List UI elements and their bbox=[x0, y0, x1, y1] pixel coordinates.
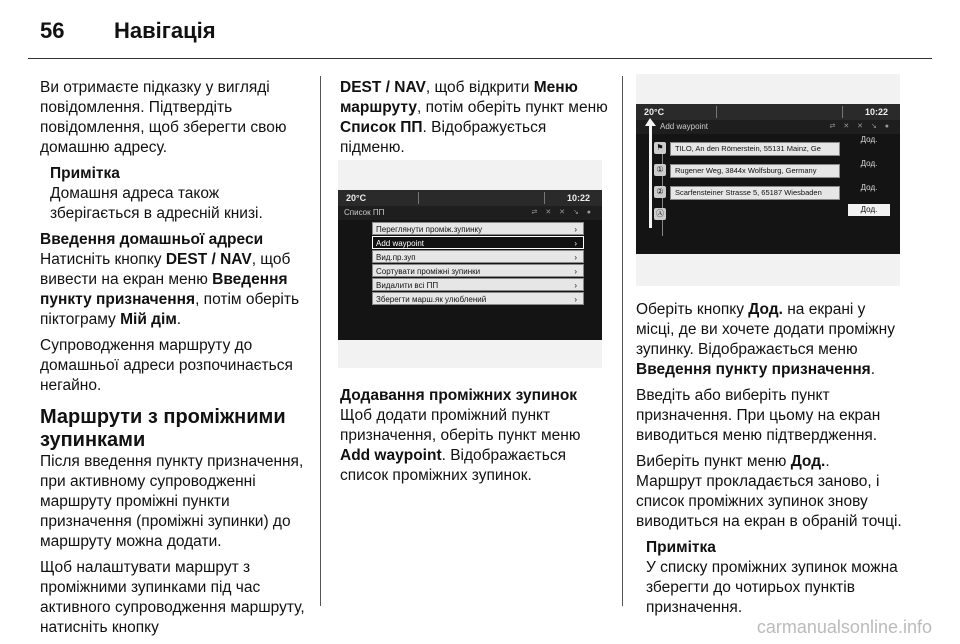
menu-item[interactable]: Сортувати проміжні зупинки › bbox=[372, 264, 584, 277]
paragraph: Введіть або виберіть пункт призначення. При цьому на екран виводиться меню підтвердження. bbox=[636, 387, 881, 444]
section-heading: Маршрути з проміжними зупинками bbox=[40, 406, 286, 451]
paragraph: Щоб додати проміжний пункт призначення, оберіть пункт меню Add waypoint. Відображається список проміжних зупинок. bbox=[340, 407, 581, 484]
waypoint-2-icon: ② bbox=[654, 186, 666, 198]
note-text: Домашня адреса також зберігається в адресній книзі. bbox=[50, 185, 263, 222]
chevron-right-icon: › bbox=[574, 225, 577, 234]
paragraph: Оберіть кнопку Дод. на екрані у місці, де ви хочете додати проміжну зупинку. Відображається меню Введення пункту призначення. bbox=[636, 301, 895, 378]
temperature: 20°C bbox=[346, 193, 367, 203]
paragraph: Маршрут прокладається заново, і список проміжних зупинок знову виводиться на екран в обраній точці. bbox=[636, 473, 902, 530]
page-title: Навігація bbox=[114, 18, 216, 43]
column-divider-1 bbox=[320, 76, 321, 606]
note-title: Примітка bbox=[50, 165, 120, 182]
column-2 bbox=[340, 78, 610, 164]
waypoint-address[interactable]: Scarfensteiner Strasse 5, 65187 Wiesbaden bbox=[670, 186, 840, 200]
paragraph: Виберіть пункт меню Дод.. bbox=[636, 453, 830, 470]
section-heading: Додавання проміжних зупинок bbox=[340, 387, 578, 404]
paragraph: Після введення пункту призначення, при активному супроводженні маршруту проміжні пункти призначення (проміжні зупинки) до маршруту можна додати. bbox=[40, 453, 304, 550]
add-button[interactable]: Дод. bbox=[860, 183, 878, 192]
page-number: 56 bbox=[40, 18, 65, 43]
menu-item[interactable]: Переглянути проміж.зупинку › bbox=[372, 222, 584, 235]
section-heading: Введення домашньої адреси bbox=[40, 231, 264, 248]
column-2-lower bbox=[340, 386, 610, 492]
screen-title: Список ПП bbox=[344, 208, 385, 217]
clock: 10:22 bbox=[566, 193, 590, 203]
paragraph: Натисніть кнопку DEST / NAV, щоб вивести на екран меню Введення пункту призначення, потім оберіть піктограму Мій дім. bbox=[40, 251, 300, 328]
flag-icon: ⚑ bbox=[654, 142, 666, 154]
infotainment-screen bbox=[338, 190, 602, 340]
note-text: У списку проміжних зупинок можна зберегти до чотирьох пунктів призначення. bbox=[646, 559, 898, 616]
top-bar bbox=[636, 104, 900, 120]
paragraph: Ви отримаєте підказку у вигляді повідомлення. Підтвердіть повідомлення, щоб зберегти свою домашню адресу. bbox=[40, 79, 287, 156]
paragraph: Щоб налаштувати маршрут з проміжними зупинками під час активного супроводження маршруту, натисніть кнопку bbox=[40, 559, 305, 636]
page-header bbox=[40, 18, 216, 44]
waypoint-1-icon: ① bbox=[654, 164, 666, 176]
header-divider bbox=[28, 58, 932, 59]
waypoint-row bbox=[654, 159, 894, 178]
clock: 10:22 bbox=[864, 107, 888, 117]
status-icons: ⇄ ✕ ✕ ↘ ● bbox=[829, 123, 892, 130]
chevron-right-icon: › bbox=[574, 295, 577, 304]
note bbox=[50, 164, 312, 224]
column-3 bbox=[636, 300, 908, 624]
arrow-up-icon bbox=[649, 124, 652, 228]
waypoint-row bbox=[654, 205, 894, 222]
waypoint-address[interactable]: TILO, An den Römerstein, 55131 Mainz, Ge bbox=[670, 142, 840, 156]
menu-item[interactable]: Вид.пр.зуп › bbox=[372, 250, 584, 263]
menu-item-add-waypoint[interactable]: Add waypoint › bbox=[372, 236, 584, 249]
note bbox=[646, 538, 908, 618]
chevron-right-icon: › bbox=[574, 239, 577, 248]
column-1 bbox=[40, 78, 312, 644]
sub-bar bbox=[636, 120, 900, 134]
temperature: 20°C bbox=[644, 107, 665, 117]
add-button[interactable]: Дод. bbox=[860, 159, 878, 168]
infotainment-screen bbox=[636, 104, 900, 254]
screenshot-frame bbox=[338, 160, 602, 368]
status-icons: ⇄ ✕ ✕ ↘ ● bbox=[531, 209, 594, 216]
watermark: carmanualsonline.info bbox=[756, 617, 932, 637]
add-button-selected[interactable]: Дод. bbox=[848, 204, 890, 216]
chevron-right-icon: › bbox=[574, 253, 577, 262]
add-button[interactable]: Дод. bbox=[860, 135, 878, 144]
screen-title: Add waypoint bbox=[660, 122, 709, 131]
screenshot-frame bbox=[636, 74, 900, 286]
sub-bar bbox=[338, 206, 602, 220]
menu-item[interactable]: Видалити всі ПП › bbox=[372, 278, 584, 291]
paragraph: Супроводження маршруту до домашньої адреси розпочинається негайно. bbox=[40, 337, 293, 394]
waypoint-row bbox=[654, 183, 894, 200]
destination-icon: Ⓐ bbox=[656, 209, 664, 218]
top-bar bbox=[338, 190, 602, 206]
chevron-right-icon: › bbox=[574, 267, 577, 276]
waypoint-row bbox=[654, 135, 894, 156]
waypoint-address[interactable]: Rugener Weg, 3844x Wolfsburg, Germany bbox=[670, 164, 840, 178]
menu-item[interactable]: Зберегти марш.як улюблений › bbox=[372, 292, 584, 305]
chevron-right-icon: › bbox=[574, 281, 577, 290]
paragraph: DEST / NAV, щоб відкрити Меню маршруту, потім оберіть пункт меню Список ПП. Відображується підменю. bbox=[340, 79, 608, 156]
column-divider-2 bbox=[622, 76, 623, 606]
note-title: Примітка bbox=[646, 539, 716, 556]
